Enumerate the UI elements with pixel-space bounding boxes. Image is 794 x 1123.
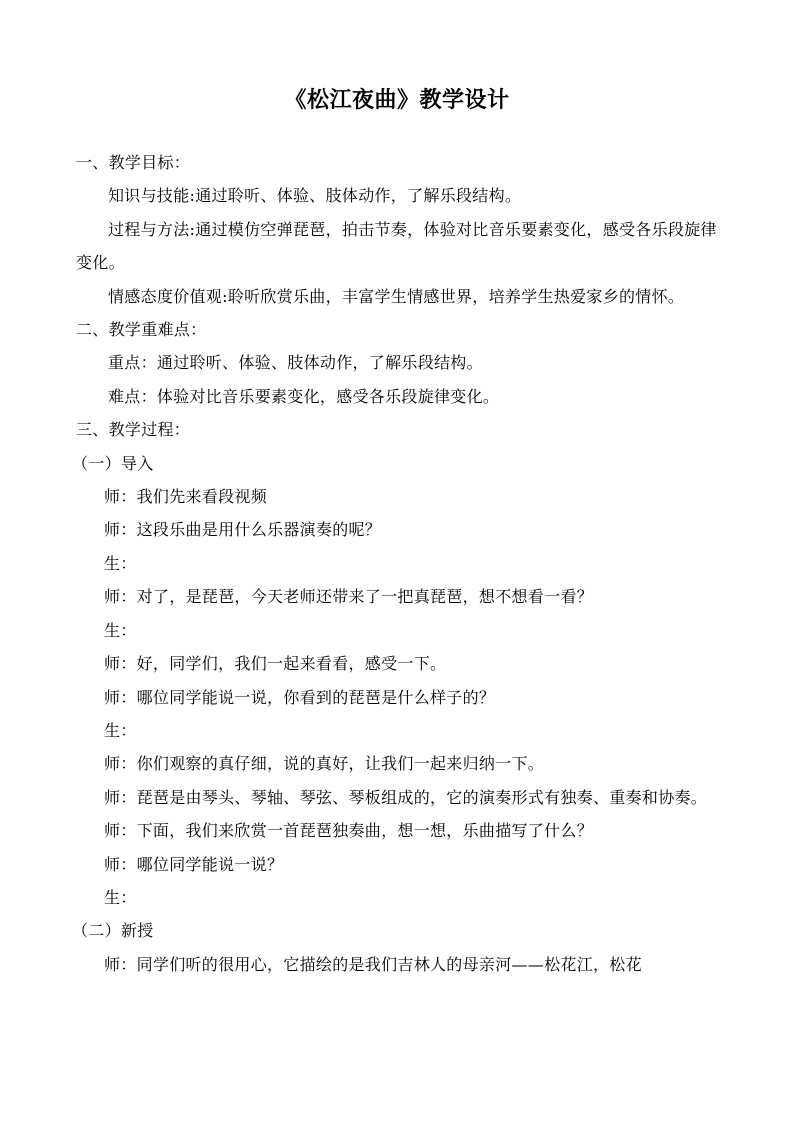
key-point: 重点：通过聆听、体验、肢体动作，了解乐段结构。 — [108, 353, 483, 373]
subsection-heading-intro: （一）导入 — [72, 453, 154, 473]
dialog-line: 师：你们观察的真仔细，说的真好，让我们一起来归纳一下。 — [104, 754, 545, 774]
dialog-line: 师：好，同学们，我们一起来看看，感受一下。 — [104, 654, 447, 674]
objective-emotion: 情感态度价值观:聆听欣赏乐曲，丰富学生情感世界，培养学生热爱家乡的情怀。 — [108, 286, 685, 306]
dialog-line: 师：这段乐曲是用什么乐器演奏的呢？ — [104, 520, 382, 540]
objective-process: 过程与方法:通过模仿空弹琵琶，拍击节奏，体验对比音乐要素变化，感受各乐段旋律变化。 — [76, 219, 717, 273]
dialog-line: 生： — [104, 720, 137, 740]
dialog-line: 师：对了，是琵琶，今天老师还带来了一把真琵琶，想不想看一看？ — [104, 587, 594, 607]
section-heading-process: 三、教学过程： — [76, 420, 191, 440]
difficult-point: 难点：体验对比音乐要素变化，感受各乐段旋律变化。 — [108, 386, 500, 406]
dialog-line: 师：我们先来看段视频 — [104, 487, 268, 507]
dialog-line: 生： — [104, 553, 137, 573]
dialog-line: 师：哪位同学能说一说，你看到的琵琶是什么样子的？ — [104, 687, 496, 707]
section-heading-key-points: 二、教学重难点： — [76, 320, 207, 340]
dialog-line: 师：哪位同学能说一说？ — [104, 854, 284, 874]
dialog-line: 生： — [104, 887, 137, 907]
dialog-line: 师：下面，我们来欣赏一首琵琶独奏曲，想一想，乐曲描写了什么？ — [104, 821, 594, 841]
document-title: 《松江夜曲》教学设计 — [284, 88, 510, 113]
dialog-line: 生： — [104, 620, 137, 640]
section-heading-objectives: 一、教学目标： — [76, 153, 191, 172]
objective-knowledge: 知识与技能:通过聆听、体验、肢体动作，了解乐段结构。 — [108, 186, 522, 206]
document-body — [72, 146, 724, 981]
subsection-heading-new-lesson: （二）新授 — [72, 921, 154, 941]
dialog-line: 师：琵琶是由琴头、琴轴、琴弦、琴板组成的，它的演奏形式有独奏、重奏和协奏。 — [104, 787, 708, 807]
dialog-line: 师：同学们听的很用心，它描绘的是我们吉林人的母亲河——松花江，松花 — [104, 954, 642, 974]
